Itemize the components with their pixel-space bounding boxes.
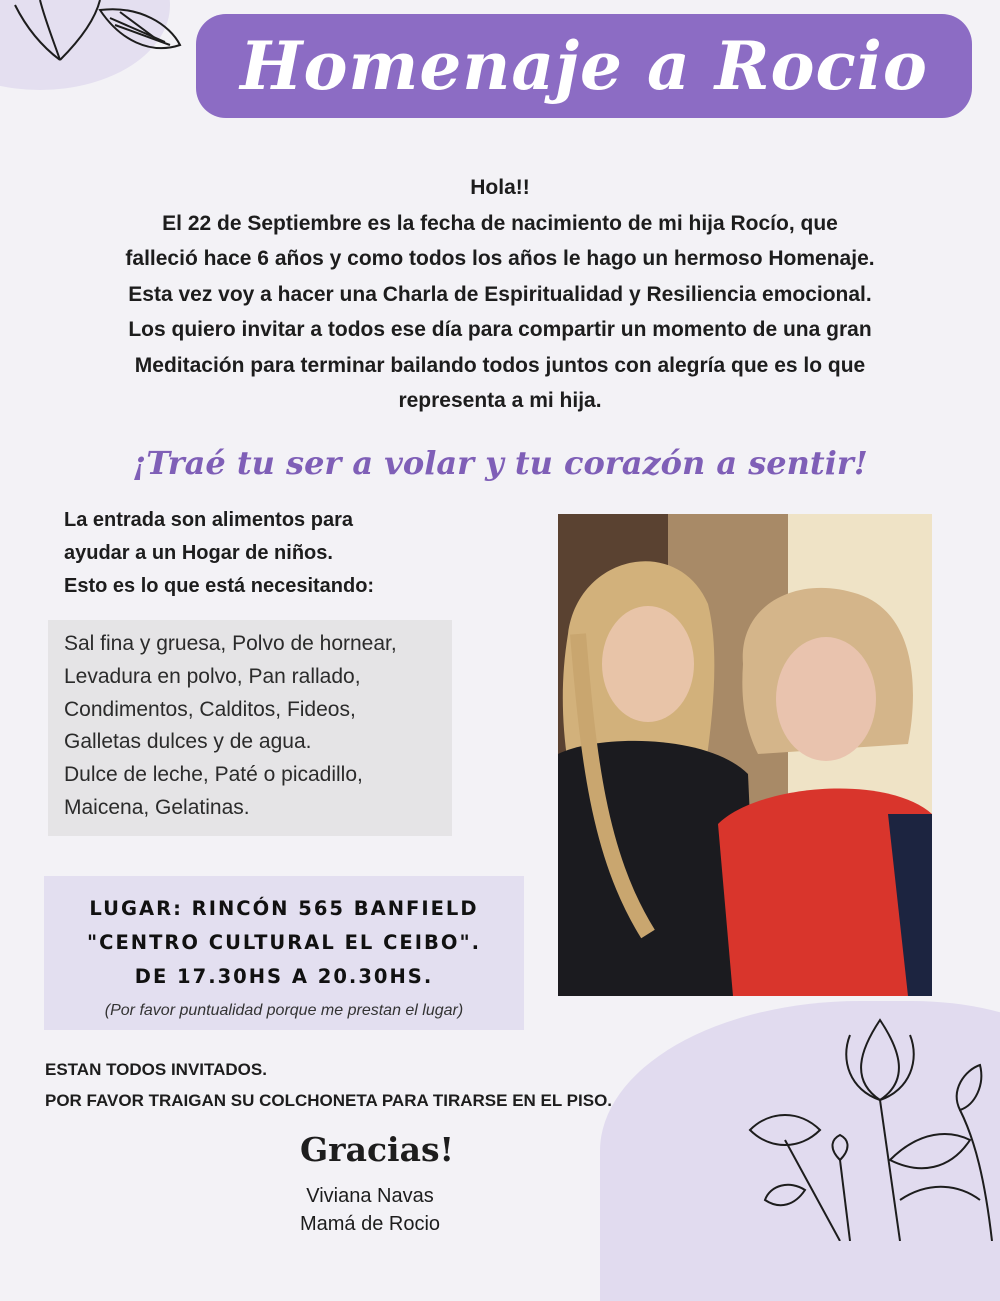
- location-venue: "CENTRO CULTURAL EL CEIBO".: [86, 931, 482, 954]
- list-item: Condimentos, Calditos, Fideos,: [64, 697, 356, 721]
- entrada-line: ayudar a un Hogar de niños.: [64, 542, 333, 564]
- intro-line: El 22 de Septiembre es la fecha de nacimiento de mi hija Rocío, que: [162, 211, 838, 235]
- intro-line: falleció hace 6 años y como todos los años le hago un hermoso Homenaje.: [125, 247, 875, 270]
- list-item: Maicena, Gelatinas.: [64, 795, 250, 819]
- location-address: LUGAR: RINCÓN 565 BANFIELD: [89, 897, 479, 920]
- location-note: (Por favor puntualidad porque me prestan el lugar): [104, 1002, 464, 1019]
- entrada-text: [64, 504, 484, 603]
- flower-bottom-right-icon: [730, 1010, 1000, 1241]
- thanks-heading: Gracias!: [300, 1130, 455, 1169]
- slogan: ¡Traé tu ser a volar y tu corazón a sentir!: [132, 444, 868, 482]
- invitation-line: ESTAN TODOS INVITADOS.: [45, 1060, 267, 1079]
- items-list: [48, 620, 452, 836]
- photo-two-women: [558, 514, 932, 996]
- intro-line: Los quiero invitar a todos ese día para compartir un momento de una gran: [128, 318, 872, 341]
- intro-line: Hola!!: [470, 176, 530, 199]
- intro-line: representa a mi hija.: [398, 389, 602, 412]
- invitation-text: [45, 1054, 765, 1116]
- list-item: Galletas dulces y de agua.: [64, 730, 312, 754]
- page-title: Homenaje a Rocio: [196, 14, 972, 118]
- location-time: DE 17.30HS A 20.30HS.: [134, 965, 434, 988]
- signature: [250, 1182, 490, 1238]
- intro-line: Esta vez voy a hacer una Charla de Espiritualidad y Resiliencia emocional.: [128, 282, 872, 306]
- signature-role: Mamá de Rocio: [299, 1213, 441, 1235]
- list-item: Levadura en polvo, Pan rallado,: [64, 664, 361, 688]
- intro-text: [40, 170, 960, 419]
- signature-name: Viviana Navas: [306, 1185, 434, 1207]
- entrada-line: Esto es lo que está necesitando:: [64, 575, 375, 597]
- intro-line: Meditación para terminar bailando todos juntos con alegría que es lo que: [134, 353, 866, 377]
- flower-top-left-icon: [0, 0, 200, 70]
- entrada-line: La entrada son alimentos para: [64, 509, 353, 531]
- location-box: [44, 876, 524, 1030]
- list-item: Dulce de leche, Paté o picadillo,: [64, 763, 363, 787]
- invitation-line: POR FAVOR TRAIGAN SU COLCHONETA PARA TIRARSE EN EL PISO.: [45, 1091, 613, 1110]
- list-item: Sal fina y gruesa, Polvo de hornear,: [64, 632, 397, 655]
